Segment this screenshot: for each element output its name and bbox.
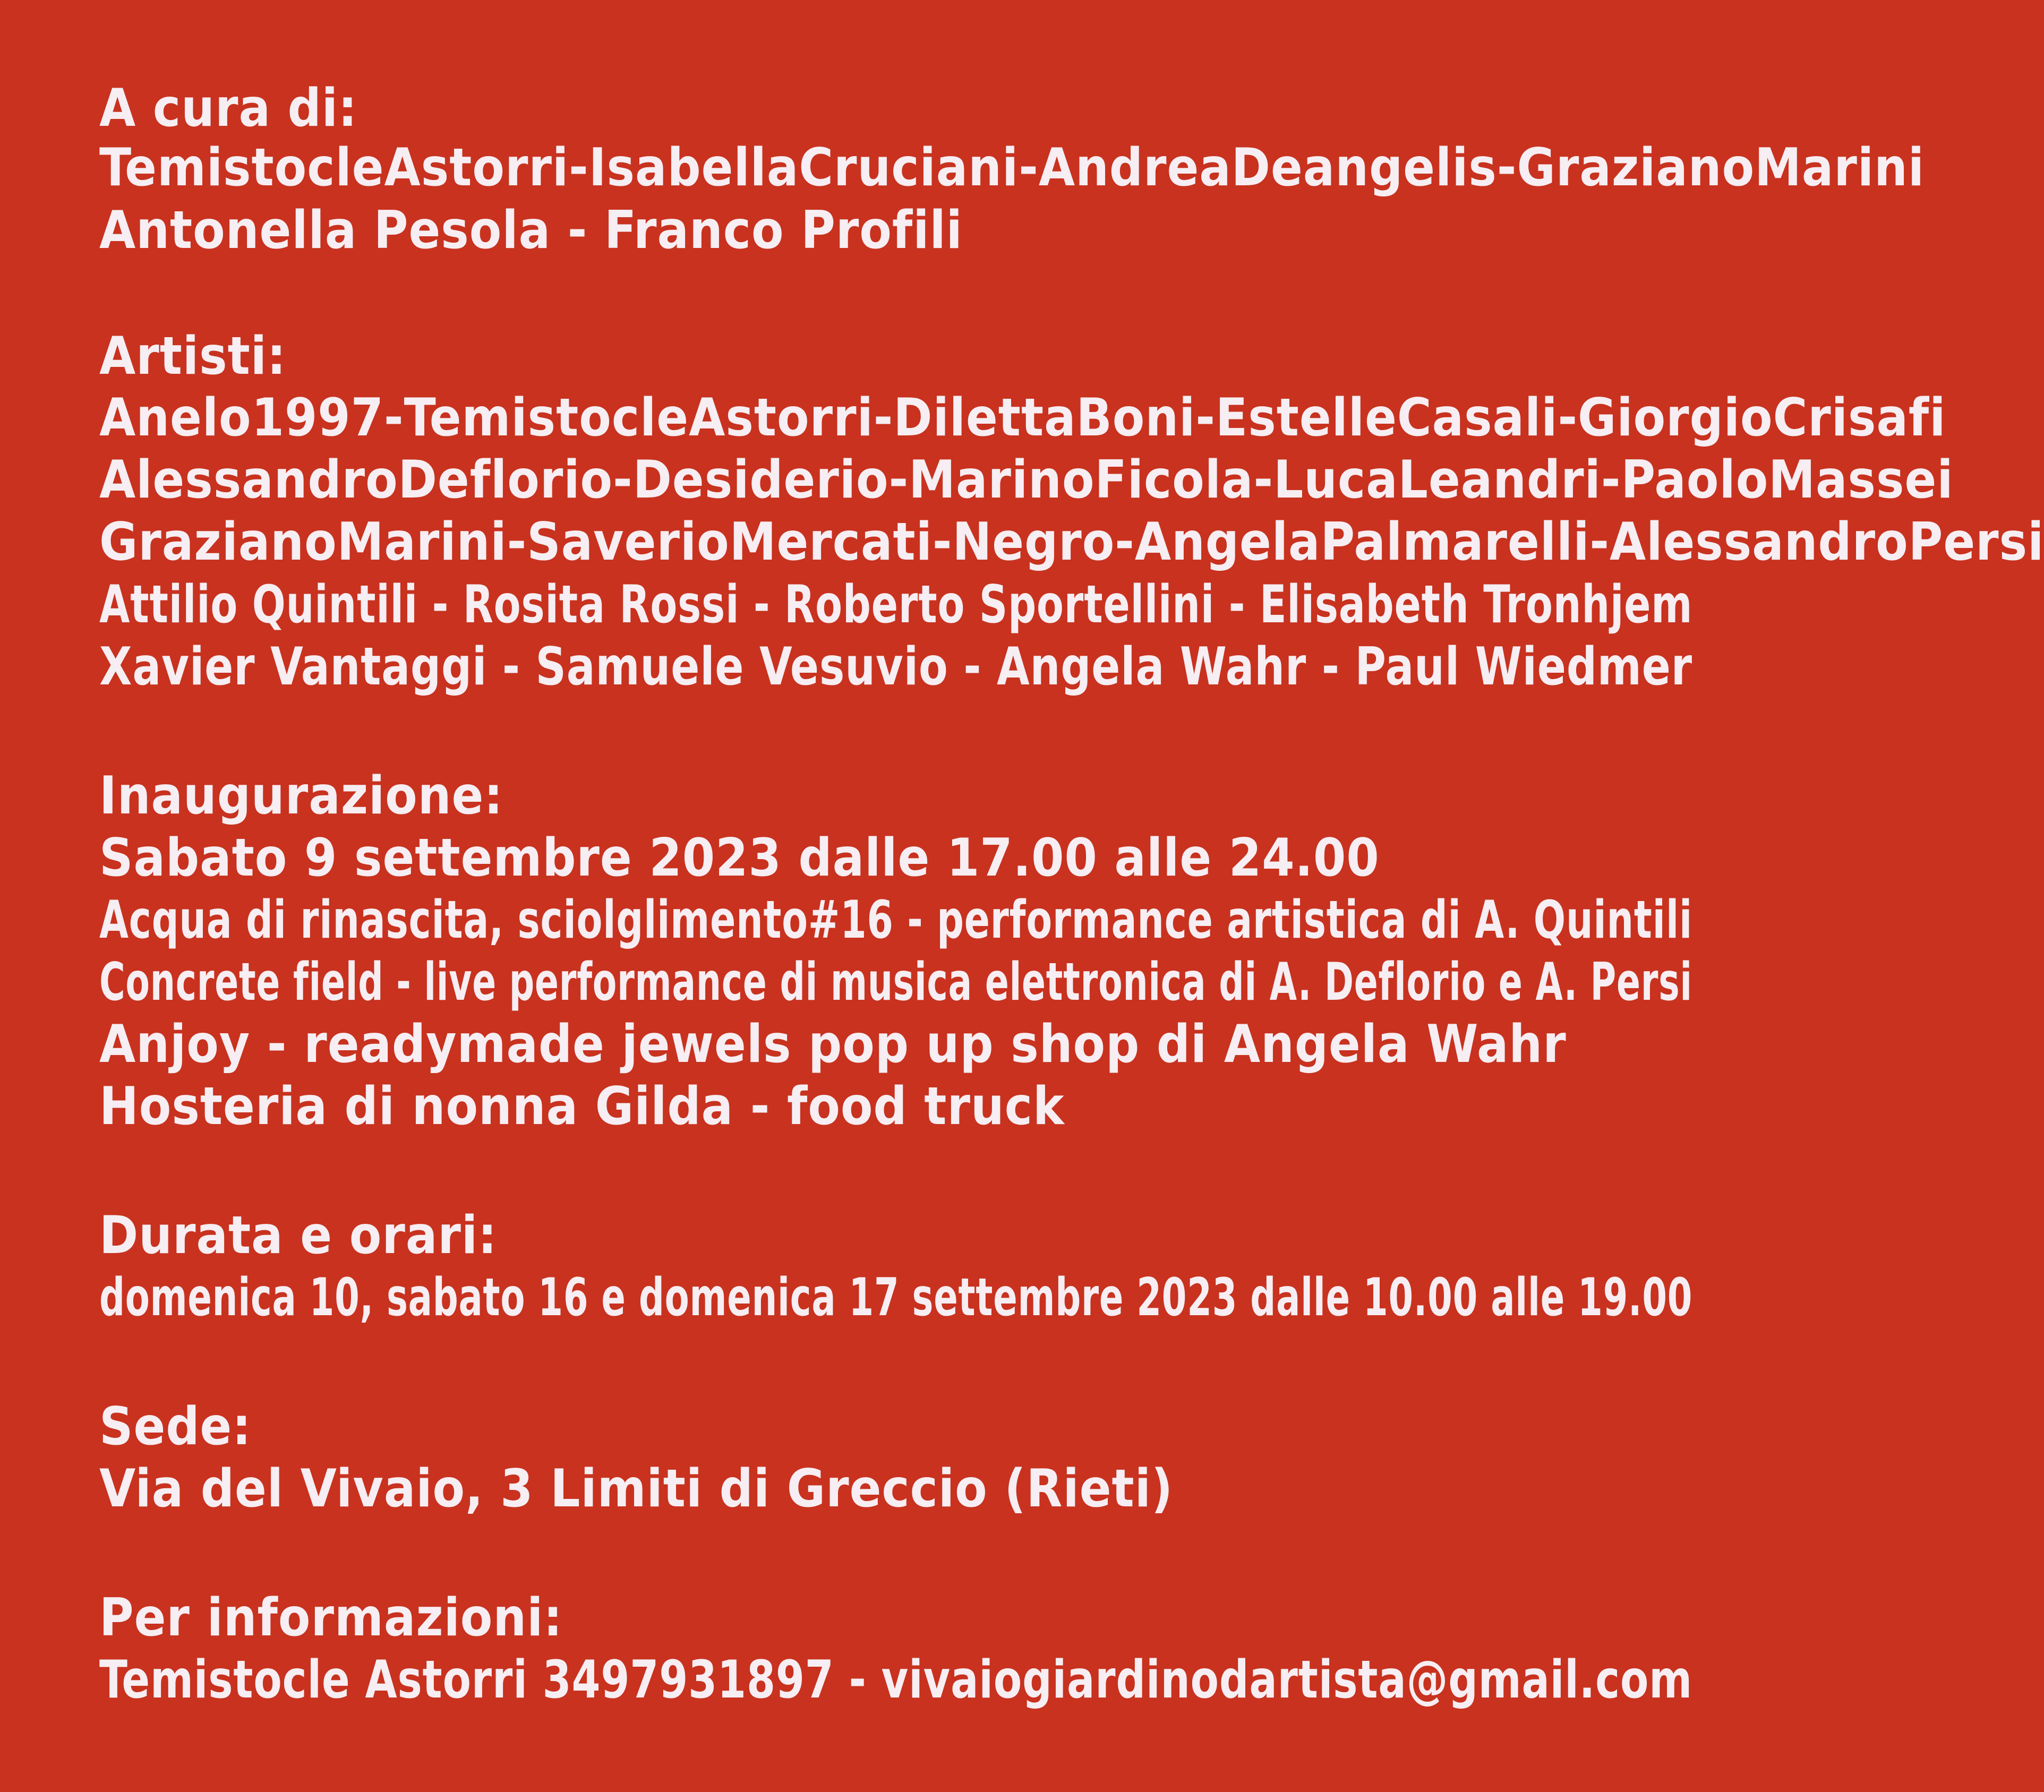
name-word: Marino xyxy=(909,450,1095,510)
name-word: Boni xyxy=(1076,388,1196,448)
name-word: Alessandro xyxy=(1610,512,1909,572)
separator-dash: - xyxy=(1558,388,1578,448)
name-word: Astorri xyxy=(384,138,569,198)
name-word: Desiderio xyxy=(632,450,889,510)
name-word: Mercati xyxy=(729,512,933,572)
info-contact: Temistocle Astorri 3497931897 - vivaiogiardinodartista@gmail.com xyxy=(99,1650,1693,1710)
name-word: Graziano xyxy=(99,512,337,572)
separator-dash: - xyxy=(1195,388,1216,448)
curators-line-2: Antonella Pesola - Franco Profili xyxy=(99,200,963,261)
curators-heading: A cura di: xyxy=(99,78,358,139)
name-word: Marini xyxy=(337,512,507,572)
separator-dash: - xyxy=(1019,138,1039,198)
name-word: Cruciani xyxy=(799,138,1019,198)
separator-dash: - xyxy=(1253,450,1274,510)
name-word: Leandri xyxy=(1398,450,1601,510)
artists-line-3 xyxy=(99,511,2044,573)
artists-heading: Artisti: xyxy=(99,326,287,387)
artists-line-5: Xavier Vantaggi - Samuele Vesuvio - Angela Wahr - Paul Wiedmer xyxy=(99,637,1693,697)
separator-dash: - xyxy=(507,512,527,572)
name-word: Marini xyxy=(1755,138,1925,198)
separator-dash: - xyxy=(1115,512,1135,572)
name-word: Negro xyxy=(952,512,1115,572)
name-word: Deflorio xyxy=(398,450,613,510)
name-word: Temistocle xyxy=(404,388,689,448)
name-word: Ficola xyxy=(1094,450,1254,510)
artists-line-4: Attilio Quintili - Rosita Rossi - Roberto Sportellini - Elisabeth Tronhjem xyxy=(99,575,1693,635)
name-word: Anelo xyxy=(99,388,252,448)
venue-address: Via del Vivaio, 3 Limiti di Greccio (Rieti) xyxy=(99,1459,1174,1519)
name-word: Alessandro xyxy=(99,450,398,510)
opening-heading: Inaugurazione: xyxy=(99,766,503,826)
name-word: Palmarelli xyxy=(1320,512,1590,572)
venue-heading: Sede: xyxy=(99,1396,252,1457)
name-word: Graziano xyxy=(1517,138,1755,198)
separator-dash: - xyxy=(384,388,404,448)
info-heading: Per informazioni: xyxy=(99,1588,563,1648)
opening-date: Sabato 9 settembre 2023 dalle 17.00 alle 24.00 xyxy=(99,828,1380,888)
opening-event: Acqua di rinascita, sciolglimento#16 - performance artistica di A. Quintili xyxy=(99,890,1693,950)
name-word: Astorri xyxy=(689,388,874,448)
name-word: Deangelis xyxy=(1231,138,1497,198)
separator-dash: - xyxy=(888,450,909,510)
name-word: Massei xyxy=(1768,450,1954,510)
artists-line-1 xyxy=(99,387,1946,449)
schedule-heading: Durata e orari: xyxy=(99,1205,498,1266)
curators-line-1 xyxy=(99,136,1925,199)
name-word: Paolo xyxy=(1621,450,1769,510)
artists-line-2 xyxy=(99,449,1954,511)
separator-dash: - xyxy=(1589,512,1610,572)
separator-dash: - xyxy=(932,512,953,572)
name-word: Luca xyxy=(1273,450,1398,510)
name-word: Persi xyxy=(1908,512,2044,572)
separator-dash: - xyxy=(1601,450,1621,510)
separator-dash: - xyxy=(569,138,589,198)
opening-event: Concrete field - live performance di musica elettronica di A. Deflorio e A. Persi xyxy=(99,952,1692,1013)
name-word: Isabella xyxy=(588,138,799,198)
separator-dash: - xyxy=(1496,138,1517,198)
name-word: Casali xyxy=(1397,388,1558,448)
name-word: Saverio xyxy=(527,512,730,572)
name-word: Diletta xyxy=(893,388,1076,448)
separator-dash: - xyxy=(613,450,633,510)
separator-dash: - xyxy=(873,388,894,448)
name-word: Giorgio xyxy=(1578,388,1773,448)
name-word: Andrea xyxy=(1038,138,1231,198)
name-word: 1997 xyxy=(251,388,384,448)
name-word: Estelle xyxy=(1215,388,1397,448)
opening-event: Hosteria di nonna Gilda - food truck xyxy=(99,1076,1065,1137)
opening-event: Anjoy - readymade jewels pop up shop di Angela Wahr xyxy=(99,1014,1567,1075)
name-word: Crisafi xyxy=(1773,388,1946,448)
name-word: Temistocle xyxy=(99,138,384,198)
name-word: Angela xyxy=(1134,512,1321,572)
schedule-text: domenica 10, sabato 16 e domenica 17 settembre 2023 dalle 10.00 alle 19.00 xyxy=(99,1267,1693,1328)
